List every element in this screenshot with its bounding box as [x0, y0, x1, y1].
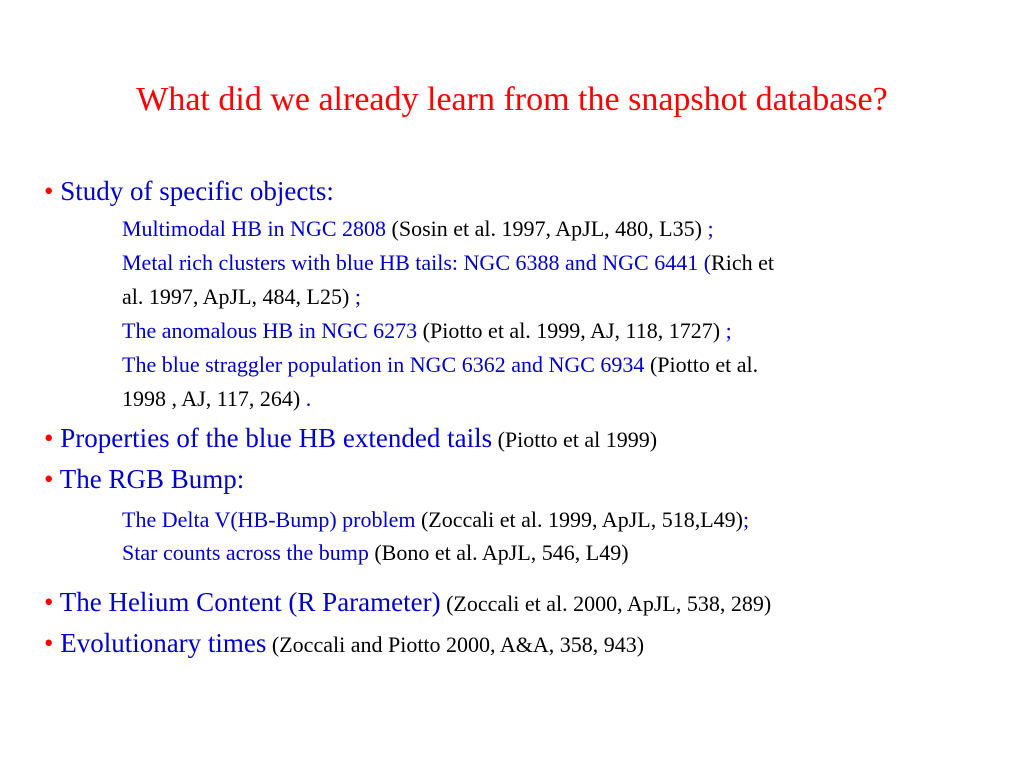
item-topic: The Delta V(HB-Bump) problem [122, 507, 416, 532]
item-delta-v [122, 505, 749, 535]
item-reference: (Sosin et al. 1997, ApJL, 480, L35) [386, 216, 708, 241]
item-topic: The blue straggler population in NGC 6362 and NGC 6934 [122, 352, 645, 377]
item-ngc6273 [122, 316, 732, 346]
item-separator: ; [349, 284, 361, 309]
heading-specific-objects: Study of specific objects: [60, 176, 334, 206]
bullet-marker: • [44, 423, 54, 453]
bullet-evolutionary-times [44, 626, 644, 662]
item-ngc6388-line1 [122, 248, 774, 278]
slide-title: What did we already learn from the snapshot database? [136, 81, 888, 118]
item-reference: (Piotto et al. [644, 352, 759, 377]
item-reference: Rich et [711, 250, 774, 275]
heading-reference: (Piotto et al 1999) [492, 427, 658, 452]
item-ngc2808 [122, 214, 714, 244]
item-ngc6362-line2 [122, 384, 311, 414]
bullet-helium-content [44, 585, 771, 621]
item-reference-cont: al. 1997, ApJL, 484, L25) [122, 284, 350, 309]
item-separator: ; [725, 318, 732, 343]
bullet-marker: • [44, 628, 54, 658]
heading-extended-tails: Properties of the blue HB extended tails [60, 423, 493, 453]
bullet-specific-objects [44, 174, 334, 208]
item-separator: ; [707, 216, 714, 241]
item-reference: (Piotto et al. 1999, AJ, 118, 1727) [417, 318, 726, 343]
bullet-rgb-bump [44, 462, 244, 496]
heading-reference: (Zoccali et al. 2000, ApJL, 538, 289) [440, 591, 772, 616]
bullet-marker: • [44, 464, 54, 494]
item-separator: . [300, 386, 312, 411]
item-reference: (Zoccali et al. 1999, ApJL, 518,L49) [415, 507, 743, 532]
bullet-extended-tails [44, 421, 657, 457]
heading-evolutionary-times: Evolutionary times [60, 628, 267, 658]
item-star-counts [122, 538, 629, 568]
heading-rgb-bump: The RGB Bump: [59, 464, 245, 494]
item-topic: Multimodal HB in NGC 2808 [122, 216, 387, 241]
bullet-marker: • [44, 176, 54, 206]
item-topic: The anomalous HB in NGC 6273 [122, 318, 418, 343]
item-ngc6362-line1 [122, 350, 758, 380]
heading-reference: (Zoccali and Piotto 2000, A&A, 358, 943) [266, 632, 645, 657]
bullet-marker: • [44, 587, 54, 617]
heading-helium-content: The Helium Content (R Parameter) [59, 587, 441, 617]
item-reference-cont: 1998 , AJ, 117, 264) [122, 386, 301, 411]
item-separator: ; [742, 507, 750, 532]
item-ngc6388-line2 [122, 282, 361, 312]
item-topic: Metal rich clusters with blue HB tails: NGC 6388 and NGC 6441 ( [122, 250, 712, 275]
item-topic: Star counts across the bump [122, 540, 369, 565]
item-reference: (Bono et al. ApJL, 546, L49) [368, 540, 629, 565]
